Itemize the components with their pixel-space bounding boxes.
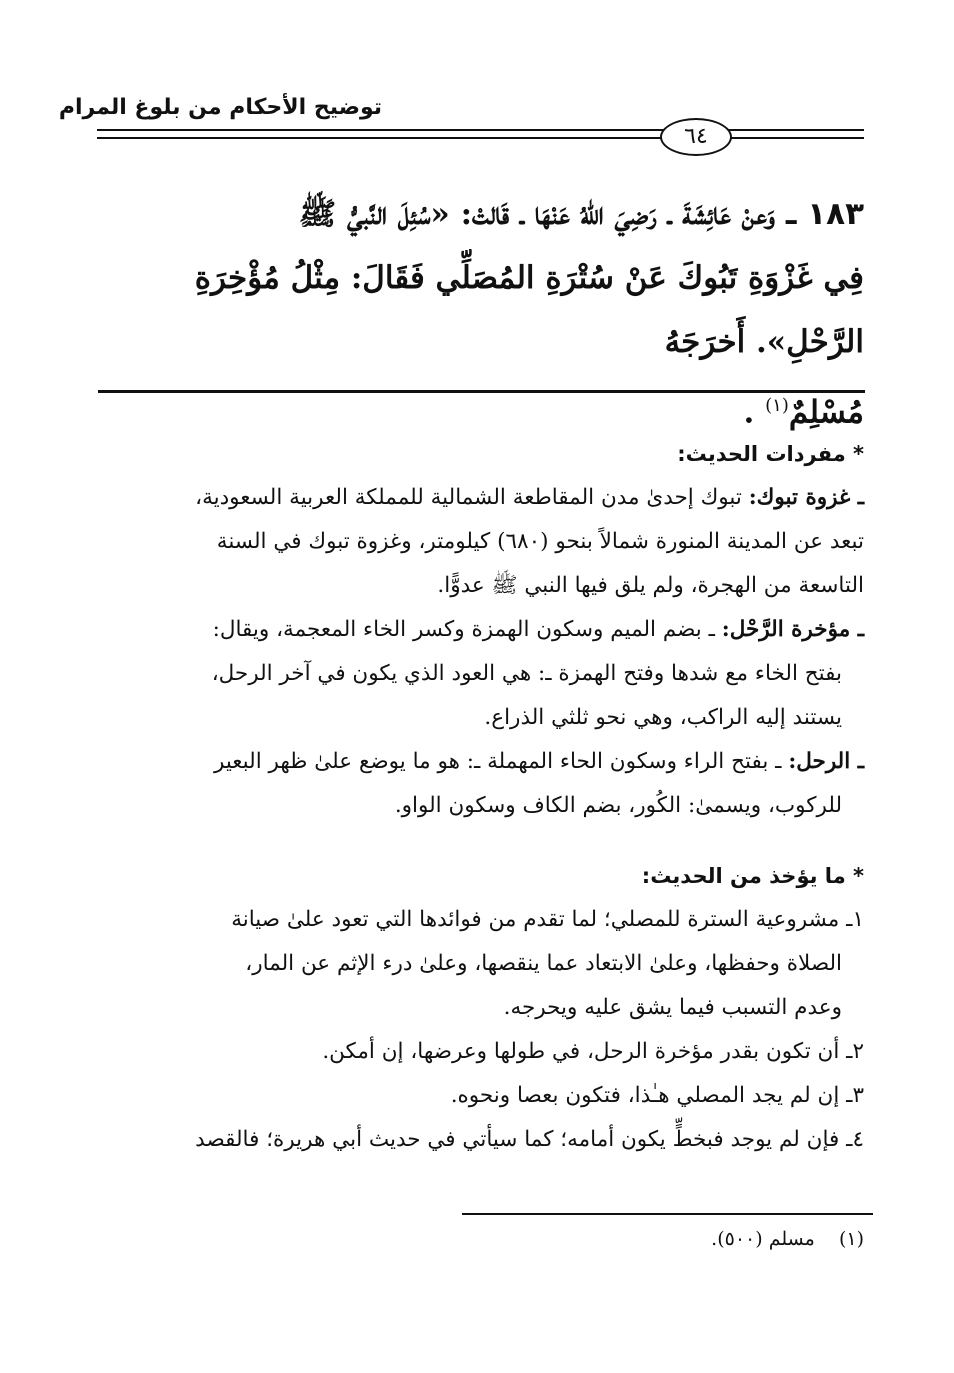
- section-title-vocab: * مفردات الحديث:: [677, 442, 864, 466]
- hadith-line-3: مُسْلِمٌ$^{(١)}$ .: [743, 394, 864, 431]
- vocabulary-section: [95, 432, 864, 828]
- vocab-line: يستند إليه الراكب، وهي نحو ثلثي الذراع.: [484, 705, 842, 730]
- lesson-item-2: ٢ـ أن تكون بقدر مؤخرة الرحل، في طولها وعرضها، إن أمكن.: [322, 1039, 864, 1064]
- vocab-line: التاسعة من الهجرة، ولم يلق فيها النبي ﷺ عدوًّا.: [437, 573, 864, 598]
- footnote-reference: (١): [765, 395, 789, 416]
- hadith-line-1: ١٨٣ ـ وَعنْ عَائِشَةَ ـ رَضِيَ اللهُ عَنْهَا ـ قَالتْ: «سُئِلَ النَّبيُّ ﷺ: [298, 196, 864, 232]
- header-rule-bottom: [97, 137, 864, 139]
- book-title: توضيح الأحكام من بلوغ المرام: [58, 95, 382, 120]
- vocab-line: بفتح الخاء مع شدها وفتح الهمزة ـ: هي العود الذي يكون في آخر الرحل،: [211, 661, 842, 686]
- footnote-number: (١): [838, 1228, 864, 1250]
- lesson-line: وعدم التسبب فيما يشق عليه ويحرجه.: [503, 995, 842, 1020]
- vocab-line: للركوب، ويسمىٰ: الكُور، بضم الكاف وسكون الواو.: [394, 793, 842, 818]
- hadith-number: ١٨٣ ـ: [785, 196, 864, 232]
- lesson-item-4: ٤ـ فإن لم يوجد فبخطٍّ يكون أمامه؛ كما سيأتي في حديث أبي هريرة؛ فالقصد: [195, 1127, 864, 1152]
- header-rule-top: [97, 129, 864, 131]
- page-number: ٦٤: [660, 118, 732, 156]
- section-title-lessons: * ما يؤخذ من الحديث:: [641, 864, 864, 888]
- lesson-line: الصلاة وحفظها، وعلىٰ الابتعاد عما ينقصها، وعلىٰ درء الإثم عن المار،: [245, 951, 842, 976]
- section-divider: [98, 390, 865, 393]
- vocab-item-rahl: ـ الرحل: ـ بفتح الراء وسكون الحاء المهملة ـ: هو ما يوضع علىٰ ظهر البعير: [213, 749, 864, 774]
- footnote: [711, 1228, 864, 1250]
- hadith-text: [95, 182, 864, 444]
- lesson-item-1: ١ـ مشروعية السترة للمصلي؛ لما تقدم من فوائدها التي تعود علىٰ صيانة: [231, 907, 864, 932]
- footnote-divider: [462, 1213, 873, 1215]
- vocab-line: تبعد عن المدينة المنورة شمالاً بنحو (٦٨٠) كيلومتر، وغزوة تبوك في السنة: [216, 529, 864, 554]
- vocab-item-tabuk: ـ غزوة تبوك: تبوك إحدىٰ مدن المقاطعة الشمالية للمملكة العربية السعودية،: [195, 485, 864, 510]
- lesson-item-3: ٣ـ إن لم يجد المصلي هـٰذا، فتكون بعصا ونحوه.: [450, 1083, 864, 1108]
- hadith-line-2: فِي غَزْوَةِ تَبُوكَ عَنْ سُتْرَةِ المُصَلِّي فَقَالَ: مِثْلُ مُؤْخِرَةِ الرَّحْلِ». أَخرَجَهُ: [194, 260, 864, 360]
- lessons-section: [95, 854, 864, 1162]
- vocab-item-muakhirat: ـ مؤخرة الرَّحْل: ـ بضم الميم وسكون الهمزة وكسر الخاء المعجمة، ويقال:: [212, 617, 864, 642]
- footnote-text: مسلم (٥٠٠).: [711, 1228, 815, 1250]
